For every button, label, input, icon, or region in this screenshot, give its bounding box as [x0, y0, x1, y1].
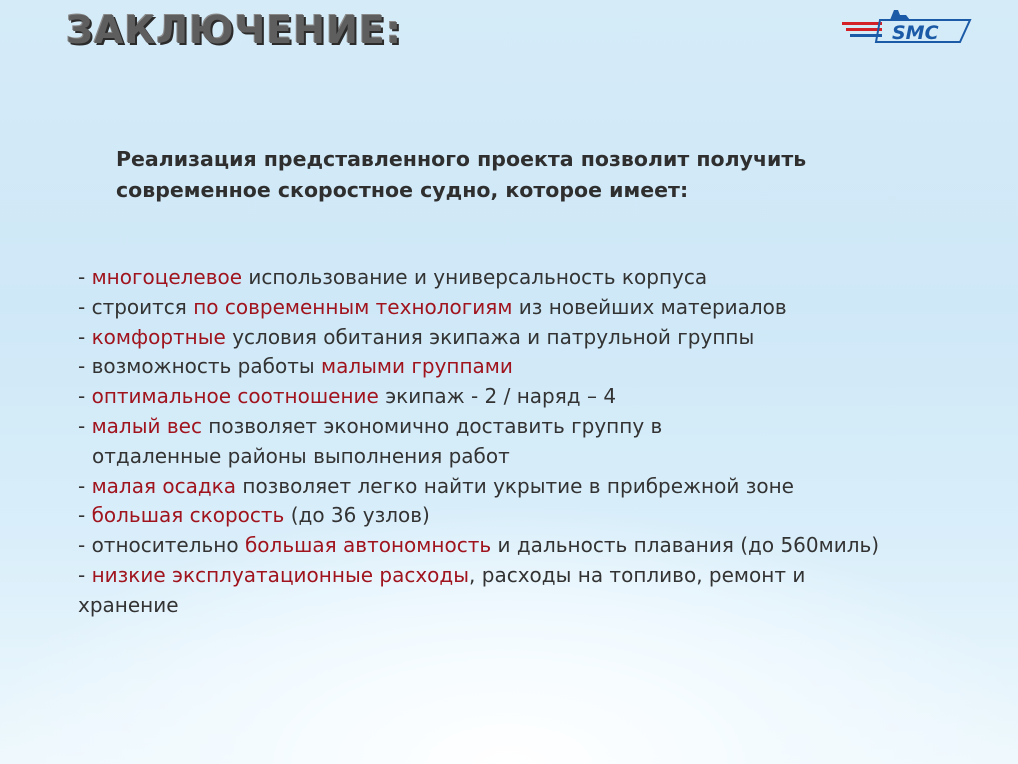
list-item-continuation: хранение: [78, 592, 179, 617]
list-item: - низкие эксплуатационные расходы, расходы на топливо, ремонт и: [78, 562, 806, 587]
highlight: многоцелевое: [91, 265, 243, 289]
highlight: большая скорость: [91, 503, 285, 528]
list-item: - малый вес позволяет экономично доставить группу в: [78, 413, 663, 438]
intro-line-1: Реализация представленного проекта позволит получить: [116, 147, 807, 171]
highlight: комфортные: [91, 324, 226, 349]
highlight: низкие эксплуатационные расходы: [91, 562, 470, 587]
slide-title: ЗАКЛЮЧЕНИЕ:: [66, 8, 403, 52]
highlight: большая автономность: [244, 533, 492, 558]
highlight: малыми группами: [321, 354, 513, 379]
logo-text: SMC: [892, 22, 939, 44]
highlight: по современным технологиям: [193, 294, 513, 319]
intro-text: [116, 144, 916, 206]
list-item: - оптимальное соотношение экипаж - 2 / наряд – 4: [78, 384, 617, 409]
list-item: - малая осадка позволяет легко найти укрытие в прибрежной зоне: [78, 473, 794, 498]
list-item: - комфортные условия обитания экипажа и патрульной группы: [78, 324, 755, 349]
intro-line-2: современное скоростное судно, которое имеет:: [116, 178, 689, 202]
list-item: - большая скорость (до 36 узлов): [78, 503, 430, 528]
list-item: - возможность работы малыми группами: [78, 354, 513, 379]
list-item-continuation: отдаленные районы выполнения работ: [92, 443, 510, 468]
highlight: малый вес: [91, 413, 202, 438]
highlight: оптимальное соотношение: [91, 384, 379, 409]
company-logo: [832, 6, 972, 50]
highlight: малая осадка: [91, 473, 237, 498]
list-item: - относительно большая автономность и дальность плавания (до 560миль): [78, 533, 880, 558]
list-item: - многоцелевое использование и универсальность корпуса: [78, 265, 708, 289]
features-list: [78, 263, 1008, 621]
list-item: - строится по современным технологиям из новейших материалов: [78, 294, 787, 319]
